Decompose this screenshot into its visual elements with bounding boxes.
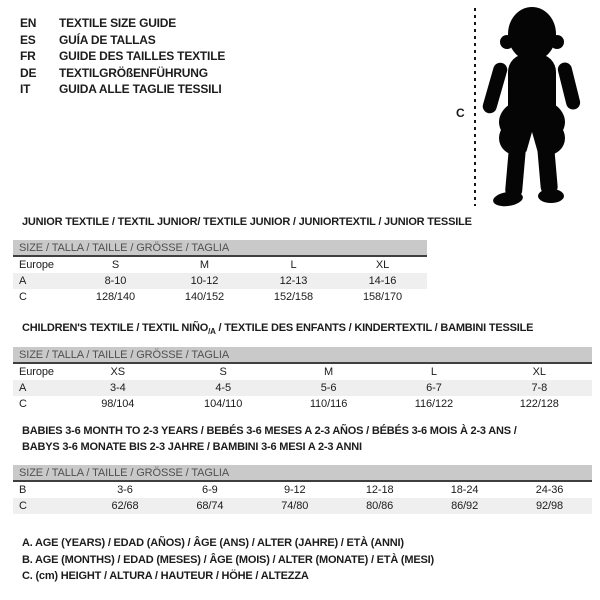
footnote-b: B. AGE (MONTHS) / EDAD (MESES) / ÂGE (MOIS) / ALTER (MONATE) / ETÀ (MESI) (22, 553, 434, 566)
size-value: M (324, 365, 334, 378)
size-value: 9-12 (283, 483, 306, 496)
children-table-title (22, 320, 533, 340)
size-value: XL (532, 365, 546, 378)
language-code: ES (20, 32, 36, 47)
size-header-label: SIZE / TALLA / TAILLE / GRÖSSE / TAGLIA (13, 240, 427, 256)
table-row-c (13, 498, 592, 515)
table-row-c (13, 289, 427, 306)
size-value: 4-5 (170, 380, 275, 397)
height-reference-dashed-line (474, 8, 476, 206)
language-row-de (20, 65, 225, 82)
size-value: S (111, 258, 120, 271)
size-header-bar (13, 465, 592, 481)
size-value: 110/116 (309, 398, 348, 411)
size-header-label: SIZE / TALLA / TAILLE / GRÖSSE / TAGLIA (13, 465, 592, 481)
size-value: 12-13 (249, 273, 338, 290)
size-value: 158/170 (362, 291, 402, 304)
size-header-label: SIZE / TALLA / TAILLE / GRÖSSE / TAGLIA (13, 347, 592, 363)
language-code: IT (20, 82, 31, 97)
size-value: 122/128 (519, 398, 559, 411)
size-value: S (219, 365, 227, 378)
language-row-es (20, 32, 225, 49)
size-value: 92/98 (507, 498, 592, 515)
language-title: GUÍA DE TALLAS (59, 32, 156, 47)
size-value: 18-24 (450, 483, 479, 496)
row-label: Europe (19, 365, 54, 378)
table-row-b (13, 481, 592, 498)
size-value: 86/92 (422, 498, 507, 515)
size-value: 62/68 (83, 498, 168, 515)
row-label: Europe (19, 258, 54, 271)
size-value: XS (110, 365, 126, 378)
language-code: FR (20, 49, 36, 64)
language-row-fr (20, 48, 225, 65)
language-code: EN (20, 16, 37, 30)
size-value: 12-18 (365, 483, 394, 496)
size-value: 6-9 (202, 483, 218, 496)
junior-size-table-wrap (13, 240, 427, 306)
size-value: 116/122 (414, 398, 454, 411)
size-value: 24-36 (535, 483, 564, 496)
babies-title-line2: BABYS 3-6 MONATE BIS 2-3 JAHRE / BAMBINI 3-6 MESI A 2-3 ANNI (22, 441, 362, 453)
language-row-it (20, 81, 225, 98)
size-value: 7-8 (487, 380, 592, 397)
footnote-a: A. AGE (YEARS) / EDAD (AÑOS) / ÂGE (ANS) / ALTER (JAHRE) / ETÀ (ANNI) (22, 537, 404, 549)
size-value: L (430, 365, 437, 378)
size-value: 3-4 (65, 380, 170, 397)
children-title-prefix: CHILDREN'S TEXTILE / TEXTIL NIÑO (22, 322, 209, 334)
height-measure-label: C (456, 106, 465, 120)
row-label: C (19, 291, 27, 304)
baby-right-foot (538, 189, 564, 203)
language-title: TEXTILE SIZE GUIDE (59, 16, 177, 30)
language-title: GUIDA ALLE TAGLIE TESSILI (59, 82, 222, 97)
babies-table-title (22, 423, 517, 455)
table-row-c (13, 396, 592, 413)
language-code: DE (20, 65, 37, 80)
size-value: 98/104 (101, 398, 135, 411)
size-value: 14-16 (338, 273, 427, 290)
table-row-a (13, 273, 427, 290)
legend-footnotes (22, 535, 434, 585)
size-value: XL (375, 258, 390, 271)
table-row-europe (13, 363, 592, 380)
language-title-list (20, 15, 225, 98)
language-row-en (20, 15, 225, 32)
size-value: 128/140 (95, 291, 135, 304)
size-value: 80/86 (337, 498, 422, 515)
size-value: 6-7 (381, 380, 486, 397)
size-value: 5-6 (276, 380, 381, 397)
babies-size-table-wrap (13, 465, 592, 514)
size-value: L (290, 258, 297, 271)
baby-right-arm (556, 61, 581, 111)
size-value: 104/110 (204, 398, 243, 411)
language-title: GUIDE DES TAILLES TEXTILE (59, 49, 226, 64)
children-size-table-wrap (13, 347, 592, 413)
footnote-c: C. (cm) HEIGHT / ALTURA / HAUTEUR / HÖHE / ALTEZZA (22, 570, 309, 582)
babies-size-table (13, 465, 592, 514)
baby-head (508, 7, 556, 61)
children-title-subscript: /A (208, 327, 216, 337)
size-value: 10-12 (160, 273, 249, 290)
table-row-a (13, 380, 592, 397)
baby-left-arm (481, 61, 509, 115)
size-value: 140/152 (184, 291, 224, 304)
junior-table-title: JUNIOR TEXTILE / TEXTIL JUNIOR/ TEXTILE JUNIOR / JUNIORTEXTIL / JUNIOR TESSILE (22, 216, 472, 228)
table-row-europe (13, 256, 427, 273)
row-label: C (13, 498, 83, 515)
babies-title-line1: BABIES 3-6 MONTH TO 2-3 YEARS / BEBÉS 3-6 MESES A 2-3 AÑOS / BÉBÉS 3-6 MOIS À 2-3 ANS / (22, 425, 517, 437)
size-header-bar (13, 240, 427, 256)
size-value: 74/80 (252, 498, 337, 515)
size-value: 3-6 (117, 483, 133, 496)
language-title: TEXTILGRÖßENFÜHRUNG (59, 65, 208, 80)
baby-silhouette-image (478, 4, 590, 212)
junior-size-table (13, 240, 427, 306)
size-header-bar (13, 347, 592, 363)
children-size-table (13, 347, 592, 413)
size-value: 68/74 (167, 498, 252, 515)
row-label: B (19, 483, 27, 496)
children-title-suffix: / TEXTILE DES ENFANTS / KINDERTEXTIL / BAMBINI TESSILE (215, 322, 534, 334)
row-label: A (13, 273, 71, 290)
row-label: A (13, 380, 65, 397)
size-value: M (199, 258, 209, 271)
row-label: C (19, 398, 27, 411)
size-value: 8-10 (71, 273, 160, 290)
size-value: 152/158 (273, 291, 313, 304)
